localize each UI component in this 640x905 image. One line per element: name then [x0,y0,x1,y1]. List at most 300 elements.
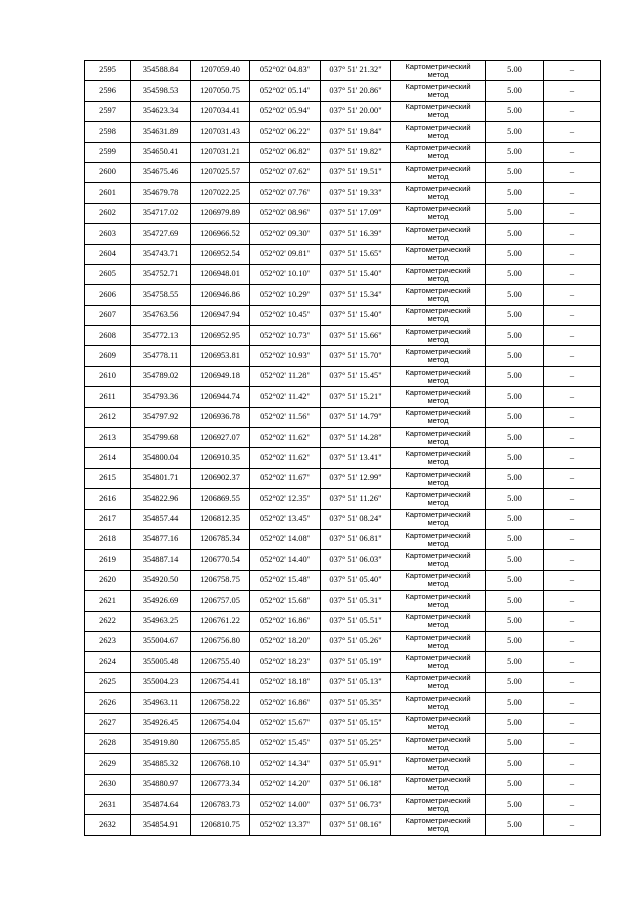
longitude-cell: 037° 51' 05.35" [321,693,391,713]
method-line-2: метод [427,457,449,467]
x-coordinate-cell: 354789.02 [131,366,191,386]
method-cell [391,326,486,346]
method-cell [391,509,486,529]
method-line-2: метод [427,742,449,752]
x-coordinate-cell: 354919.80 [131,733,191,753]
method-cell [391,81,486,101]
accuracy-cell: 5.00 [486,285,544,305]
longitude-cell: 037° 51' 15.70" [321,346,391,366]
longitude-cell: 037° 51' 14.79" [321,407,391,427]
method-line-2: метод [427,151,449,161]
x-coordinate-cell: 354963.25 [131,611,191,631]
method-line-2: метод [427,253,449,263]
table-row [85,264,601,284]
method-line-1: Картометрический [405,469,471,479]
note-cell: – [544,754,601,774]
method-line-1: Картометрический [405,530,471,540]
latitude-cell: 052°02' 14.20" [250,774,321,794]
note-cell: – [544,570,601,590]
note-cell: – [544,550,601,570]
point-number-cell: 2607 [85,305,131,325]
note-cell: – [544,672,601,692]
y-coordinate-cell: 1206768.10 [191,754,250,774]
y-coordinate-cell: 1206755.40 [191,652,250,672]
x-coordinate-cell: 354743.71 [131,244,191,264]
y-coordinate-cell: 1207050.75 [191,81,250,101]
method-line-1: Картометрический [405,591,471,601]
note-cell: – [544,631,601,651]
latitude-cell: 052°02' 07.62" [250,162,321,182]
point-number-cell: 2629 [85,754,131,774]
latitude-cell: 052°02' 11.28" [250,366,321,386]
latitude-cell: 052°02' 16.86" [250,693,321,713]
latitude-cell: 052°02' 14.00" [250,795,321,815]
method-line-1: Картометрический [405,61,471,71]
note-cell: – [544,285,601,305]
latitude-cell: 052°02' 05.94" [250,101,321,121]
longitude-cell: 037° 51' 15.65" [321,244,391,264]
method-cell [391,529,486,549]
method-line-2: метод [427,538,449,548]
accuracy-cell: 5.00 [486,224,544,244]
method-cell [391,631,486,651]
longitude-cell: 037° 51' 19.82" [321,142,391,162]
longitude-cell: 037° 51' 20.86" [321,81,391,101]
table-row [85,713,601,733]
method-line-1: Картометрический [405,551,471,561]
point-number-cell: 2598 [85,122,131,142]
latitude-cell: 052°02' 10.73" [250,326,321,346]
latitude-cell: 052°02' 07.76" [250,183,321,203]
note-cell: – [544,713,601,733]
x-coordinate-cell: 354800.04 [131,448,191,468]
y-coordinate-cell: 1206773.34 [191,774,250,794]
method-cell [391,693,486,713]
method-line-2: метод [427,620,449,630]
point-number-cell: 2612 [85,407,131,427]
method-cell [391,142,486,162]
x-coordinate-cell: 354675.46 [131,162,191,182]
y-coordinate-cell: 1206902.37 [191,468,250,488]
method-cell [391,244,486,264]
method-line-2: метод [427,273,449,283]
method-line-1: Картометрический [405,510,471,520]
method-cell [391,754,486,774]
note-cell: – [544,366,601,386]
table-row [85,407,601,427]
x-coordinate-cell: 354874.64 [131,795,191,815]
table-row [85,428,601,448]
method-line-2: метод [427,701,449,711]
method-line-1: Картометрический [405,102,471,112]
method-line-1: Картометрический [405,816,471,826]
table-row [85,305,601,325]
longitude-cell: 037° 51' 14.28" [321,428,391,448]
method-line-2: метод [427,497,449,507]
accuracy-cell: 5.00 [486,101,544,121]
table-row [85,693,601,713]
x-coordinate-cell: 354822.96 [131,489,191,509]
note-cell: – [544,591,601,611]
longitude-cell: 037° 51' 05.19" [321,652,391,672]
method-line-2: метод [427,212,449,222]
method-cell [391,652,486,672]
latitude-cell: 052°02' 11.42" [250,387,321,407]
table-row [85,570,601,590]
method-cell [391,101,486,121]
table-row [85,183,601,203]
method-cell [391,387,486,407]
method-line-1: Картометрический [405,775,471,785]
x-coordinate-cell: 354880.97 [131,774,191,794]
note-cell: – [544,224,601,244]
table-row [85,468,601,488]
longitude-cell: 037° 51' 15.21" [321,387,391,407]
table-row [85,244,601,264]
point-number-cell: 2609 [85,346,131,366]
longitude-cell: 037° 51' 13.41" [321,448,391,468]
method-line-2: метод [427,416,449,426]
table-row [85,591,601,611]
latitude-cell: 052°02' 08.96" [250,203,321,223]
point-number-cell: 2603 [85,224,131,244]
method-line-2: метод [427,375,449,385]
longitude-cell: 037° 51' 06.18" [321,774,391,794]
y-coordinate-cell: 1206966.52 [191,224,250,244]
method-cell [391,795,486,815]
latitude-cell: 052°02' 11.56" [250,407,321,427]
point-number-cell: 2613 [85,428,131,448]
longitude-cell: 037° 51' 15.40" [321,305,391,325]
longitude-cell: 037° 51' 15.45" [321,366,391,386]
table-row [85,122,601,142]
method-line-2: метод [427,477,449,487]
point-number-cell: 2623 [85,631,131,651]
method-line-2: метод [427,599,449,609]
method-line-2: метод [427,579,449,589]
method-line-1: Картометрический [405,408,471,418]
method-cell [391,713,486,733]
y-coordinate-cell: 1206952.54 [191,244,250,264]
table-row [85,652,601,672]
accuracy-cell: 5.00 [486,733,544,753]
point-number-cell: 2597 [85,101,131,121]
note-cell: – [544,183,601,203]
x-coordinate-cell: 355004.67 [131,631,191,651]
table-row [85,61,601,81]
x-coordinate-cell: 354679.78 [131,183,191,203]
table-row [85,285,601,305]
method-cell [391,489,486,509]
longitude-cell: 037° 51' 06.73" [321,795,391,815]
latitude-cell: 052°02' 11.62" [250,428,321,448]
x-coordinate-cell: 354727.69 [131,224,191,244]
point-number-cell: 2596 [85,81,131,101]
table-row [85,509,601,529]
x-coordinate-cell: 354758.55 [131,285,191,305]
accuracy-cell: 5.00 [486,550,544,570]
point-number-cell: 2624 [85,652,131,672]
note-cell: – [544,815,601,835]
method-cell [391,591,486,611]
table-row [85,366,601,386]
longitude-cell: 037° 51' 20.00" [321,101,391,121]
longitude-cell: 037° 51' 05.26" [321,631,391,651]
method-cell [391,468,486,488]
method-line-1: Картометрический [405,632,471,642]
y-coordinate-cell: 1206783.73 [191,795,250,815]
point-number-cell: 2606 [85,285,131,305]
table-row [85,101,601,121]
longitude-cell: 037° 51' 16.39" [321,224,391,244]
point-number-cell: 2631 [85,795,131,815]
table-row [85,448,601,468]
x-coordinate-cell: 354778.11 [131,346,191,366]
method-cell [391,570,486,590]
y-coordinate-cell: 1206869.55 [191,489,250,509]
point-number-cell: 2599 [85,142,131,162]
accuracy-cell: 5.00 [486,591,544,611]
note-cell: – [544,611,601,631]
y-coordinate-cell: 1206979.89 [191,203,250,223]
x-coordinate-cell: 354623.34 [131,101,191,121]
note-cell: – [544,509,601,529]
accuracy-cell: 5.00 [486,611,544,631]
y-coordinate-cell: 1206757.05 [191,591,250,611]
method-line-2: метод [427,518,449,528]
longitude-cell: 037° 51' 15.34" [321,285,391,305]
method-line-2: метод [427,783,449,793]
longitude-cell: 037° 51' 19.84" [321,122,391,142]
accuracy-cell: 5.00 [486,509,544,529]
point-number-cell: 2610 [85,366,131,386]
method-line-1: Картометрический [405,428,471,438]
y-coordinate-cell: 1206952.95 [191,326,250,346]
y-coordinate-cell: 1206758.22 [191,693,250,713]
method-line-2: метод [427,232,449,242]
y-coordinate-cell: 1206754.41 [191,672,250,692]
table-row [85,754,601,774]
note-cell: – [544,81,601,101]
note-cell: – [544,346,601,366]
y-coordinate-cell: 1206936.78 [191,407,250,427]
table-row [85,529,601,549]
table-row [85,81,601,101]
method-line-1: Картометрический [405,184,471,194]
y-coordinate-cell: 1206944.74 [191,387,250,407]
longitude-cell: 037° 51' 05.40" [321,570,391,590]
point-number-cell: 2619 [85,550,131,570]
point-number-cell: 2622 [85,611,131,631]
table-row [85,631,601,651]
accuracy-cell: 5.00 [486,570,544,590]
longitude-cell: 037° 51' 19.33" [321,183,391,203]
method-cell [391,366,486,386]
method-cell [391,203,486,223]
latitude-cell: 052°02' 16.86" [250,611,321,631]
point-number-cell: 2604 [85,244,131,264]
latitude-cell: 052°02' 04.83" [250,61,321,81]
note-cell: – [544,162,601,182]
latitude-cell: 052°02' 18.18" [250,672,321,692]
longitude-cell: 037° 51' 06.03" [321,550,391,570]
point-number-cell: 2625 [85,672,131,692]
accuracy-cell: 5.00 [486,631,544,651]
method-line-1: Картометрический [405,265,471,275]
latitude-cell: 052°02' 06.22" [250,122,321,142]
longitude-cell: 037° 51' 08.16" [321,815,391,835]
y-coordinate-cell: 1206785.34 [191,529,250,549]
latitude-cell: 052°02' 15.68" [250,591,321,611]
accuracy-cell: 5.00 [486,774,544,794]
method-line-1: Картометрический [405,571,471,581]
y-coordinate-cell: 1206949.18 [191,366,250,386]
accuracy-cell: 5.00 [486,305,544,325]
accuracy-cell: 5.00 [486,693,544,713]
x-coordinate-cell: 354598.53 [131,81,191,101]
method-cell [391,346,486,366]
table-row [85,611,601,631]
longitude-cell: 037° 51' 15.40" [321,264,391,284]
method-line-2: метод [427,314,449,324]
latitude-cell: 052°02' 18.20" [250,631,321,651]
method-line-1: Картометрический [405,754,471,764]
table-row [85,774,601,794]
note-cell: – [544,305,601,325]
note-cell: – [544,733,601,753]
note-cell: – [544,652,601,672]
longitude-cell: 037° 51' 11.26" [321,489,391,509]
accuracy-cell: 5.00 [486,468,544,488]
accuracy-cell: 5.00 [486,815,544,835]
latitude-cell: 052°02' 14.40" [250,550,321,570]
boundary-points-table [84,60,601,836]
method-line-2: метод [427,130,449,140]
y-coordinate-cell: 1206756.80 [191,631,250,651]
method-line-1: Картометрический [405,285,471,295]
point-number-cell: 2626 [85,693,131,713]
x-coordinate-cell: 354801.71 [131,468,191,488]
table-row [85,224,601,244]
method-line-1: Картометрический [405,612,471,622]
accuracy-cell: 5.00 [486,366,544,386]
method-line-1: Картометрический [405,306,471,316]
method-line-2: метод [427,110,449,120]
x-coordinate-cell: 354926.69 [131,591,191,611]
accuracy-cell: 5.00 [486,489,544,509]
x-coordinate-cell: 355005.48 [131,652,191,672]
note-cell: – [544,244,601,264]
longitude-cell: 037° 51' 08.24" [321,509,391,529]
note-cell: – [544,529,601,549]
method-line-2: метод [427,436,449,446]
y-coordinate-cell: 1207025.57 [191,162,250,182]
method-line-2: метод [427,681,449,691]
method-line-1: Картометрический [405,347,471,357]
y-coordinate-cell: 1206812.35 [191,509,250,529]
accuracy-cell: 5.00 [486,183,544,203]
longitude-cell: 037° 51' 05.15" [321,713,391,733]
method-line-1: Картометрический [405,693,471,703]
note-cell: – [544,448,601,468]
y-coordinate-cell: 1207034.41 [191,101,250,121]
y-coordinate-cell: 1207031.21 [191,142,250,162]
latitude-cell: 052°02' 14.08" [250,529,321,549]
method-line-1: Картометрический [405,449,471,459]
method-line-1: Картометрический [405,367,471,377]
method-line-1: Картометрический [405,326,471,336]
latitude-cell: 052°02' 10.93" [250,346,321,366]
longitude-cell: 037° 51' 05.31" [321,591,391,611]
method-line-1: Картометрический [405,734,471,744]
x-coordinate-cell: 354926.45 [131,713,191,733]
method-line-2: метод [427,559,449,569]
table-row [85,162,601,182]
latitude-cell: 052°02' 14.34" [250,754,321,774]
latitude-cell: 052°02' 11.67" [250,468,321,488]
method-cell [391,183,486,203]
y-coordinate-cell: 1206947.94 [191,305,250,325]
method-line-1: Картометрический [405,653,471,663]
method-cell [391,448,486,468]
point-number-cell: 2614 [85,448,131,468]
latitude-cell: 052°02' 11.62" [250,448,321,468]
method-line-1: Картометрический [405,245,471,255]
method-cell [391,224,486,244]
note-cell: – [544,142,601,162]
method-cell [391,285,486,305]
latitude-cell: 052°02' 12.35" [250,489,321,509]
y-coordinate-cell: 1206948.01 [191,264,250,284]
note-cell: – [544,203,601,223]
method-cell [391,733,486,753]
y-coordinate-cell: 1206770.54 [191,550,250,570]
method-line-1: Картометрический [405,224,471,234]
point-number-cell: 2616 [85,489,131,509]
method-line-1: Картометрический [405,204,471,214]
accuracy-cell: 5.00 [486,672,544,692]
x-coordinate-cell: 354799.68 [131,428,191,448]
x-coordinate-cell: 355004.23 [131,672,191,692]
method-cell [391,550,486,570]
y-coordinate-cell: 1207022.25 [191,183,250,203]
method-line-1: Картометрический [405,143,471,153]
table-row [85,815,601,835]
latitude-cell: 052°02' 15.48" [250,570,321,590]
latitude-cell: 052°02' 10.45" [250,305,321,325]
method-line-1: Картометрический [405,163,471,173]
point-number-cell: 2628 [85,733,131,753]
point-number-cell: 2621 [85,591,131,611]
x-coordinate-cell: 354763.56 [131,305,191,325]
latitude-cell: 052°02' 10.29" [250,285,321,305]
method-line-2: метод [427,640,449,650]
accuracy-cell: 5.00 [486,61,544,81]
longitude-cell: 037° 51' 19.51" [321,162,391,182]
longitude-cell: 037° 51' 05.13" [321,672,391,692]
method-cell [391,672,486,692]
point-number-cell: 2608 [85,326,131,346]
point-number-cell: 2630 [85,774,131,794]
longitude-cell: 037° 51' 05.91" [321,754,391,774]
method-cell [391,305,486,325]
y-coordinate-cell: 1206810.75 [191,815,250,835]
latitude-cell: 052°02' 15.67" [250,713,321,733]
y-coordinate-cell: 1206946.86 [191,285,250,305]
x-coordinate-cell: 354857.44 [131,509,191,529]
latitude-cell: 052°02' 09.30" [250,224,321,244]
accuracy-cell: 5.00 [486,346,544,366]
